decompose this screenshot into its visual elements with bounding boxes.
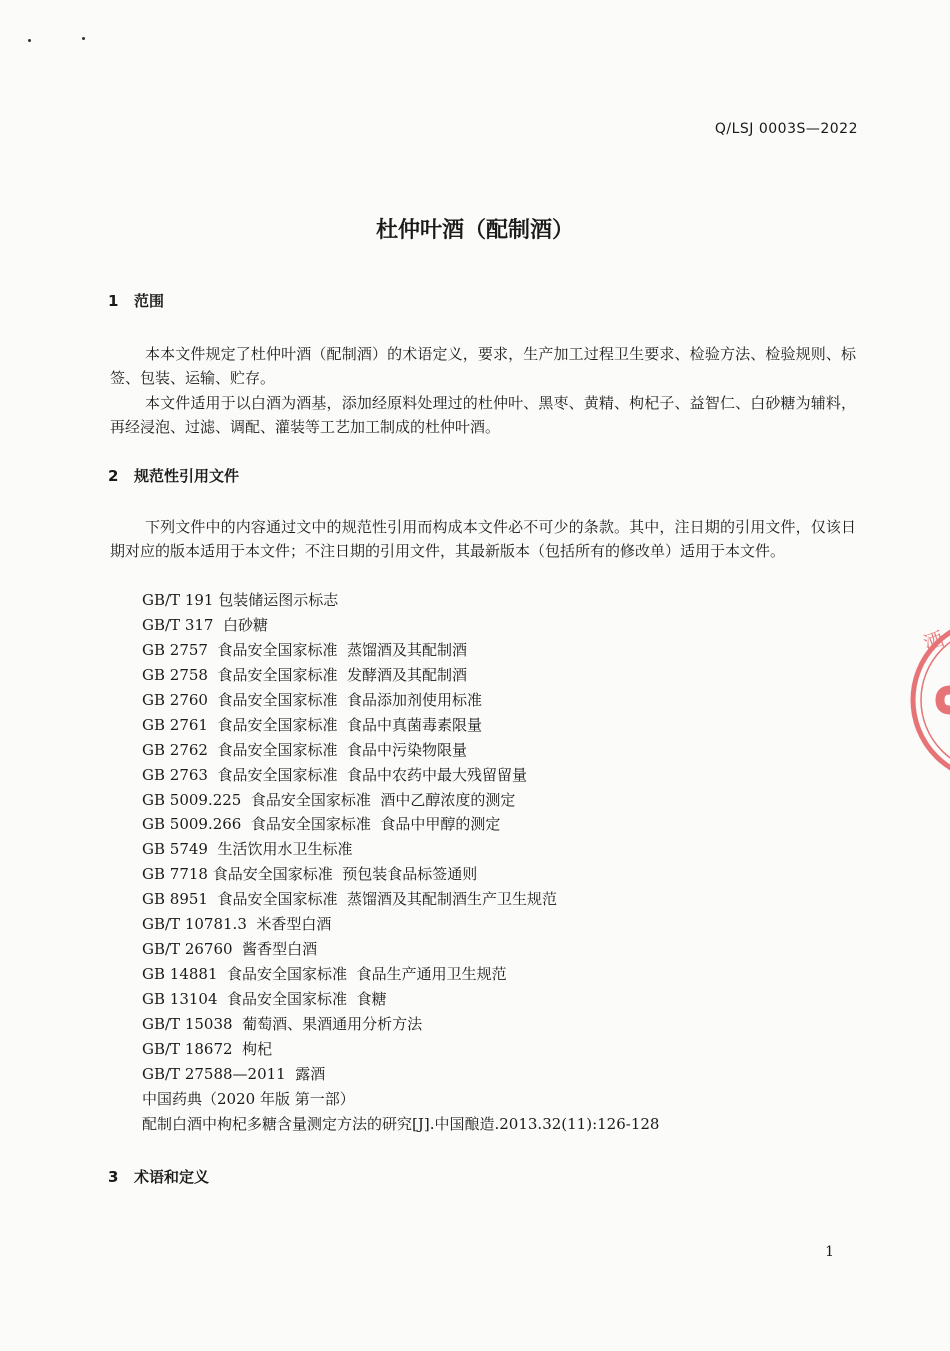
reference-item: GB 2761 食品安全国家标准 食品中真菌毒素限量: [142, 715, 483, 734]
reference-item: GB 2758 食品安全国家标准 发酵酒及其配制酒: [142, 665, 468, 684]
document-code: Q/LSJ 0003S—2022: [714, 121, 858, 137]
reference-list: [142, 588, 659, 1137]
seal-emblem: [940, 690, 950, 730]
reference-item: GB/T 317 白砂糖: [142, 615, 268, 634]
reference-item: GB 2762 食品安全国家标准 食品中污染物限量: [142, 740, 468, 759]
reference-item: GB/T 191 包装储运图示标志: [142, 591, 339, 609]
section-number: 2: [108, 467, 119, 485]
reference-item: GB 5009.266 食品安全国家标准 食品中甲醇的测定: [142, 815, 501, 834]
reference-item: GB 5749 生活饮用水卫生标准: [142, 840, 353, 859]
reference-item: GB/T 15038 葡萄酒、果酒通用分析方法: [142, 1014, 423, 1033]
reference-item: GB 5009.225 食品安全国家标准 酒中乙醇浓度的测定: [142, 790, 516, 809]
references-intro-paragraph: 下列文件中的内容通过文中的规范性引用而构成本文件必不可少的条款。其中，注日期的引用文件，仅该日期对应的版本适用于本文件；不注日期的引用文件，其最新版本（包括所有的修改单）适用于本文件。: [110, 518, 856, 560]
scan-speck: [82, 37, 85, 40]
page-number: 1: [825, 1244, 834, 1260]
reference-item: GB/T 27588—2011 露酒: [142, 1064, 326, 1083]
section-heading-scope: [108, 290, 164, 311]
reference-item: GB 2757 食品安全国家标准 蒸馏酒及其配制酒: [142, 640, 468, 659]
reference-item: GB 2760 食品安全国家标准 食品添加剂使用标准: [142, 690, 483, 709]
section-number: 3: [108, 1168, 119, 1186]
reference-item: GB 8951 食品安全国家标准 蒸馏酒及其配制酒生产卫生规范: [142, 890, 558, 909]
reference-item: GB 7718 食品安全国家标准 预包装食品标签通则: [142, 865, 478, 884]
section-title: 范围: [134, 292, 165, 310]
document-title: 杜仲叶酒（配制酒）: [375, 218, 574, 243]
section-title: 规范性引用文件: [134, 467, 240, 485]
reference-item: GB 14881 食品安全国家标准 食品生产通用卫生规范: [142, 965, 507, 984]
section-title: 术语和定义: [134, 1168, 210, 1186]
reference-item: GB/T 18672 枸杞: [142, 1039, 273, 1058]
company-seal-stamp: [905, 600, 950, 800]
reference-item: GB/T 26760 酱香型白酒: [142, 940, 318, 959]
seal-text: 酒: [920, 626, 948, 656]
reference-item: 中国药典（2020 年版 第一部）: [142, 1089, 355, 1108]
reference-item: GB 2763 食品安全国家标准 食品中农药中最大残留留量: [142, 765, 528, 784]
scope-paragraph-2: 本文件适用于以白酒为酒基，添加经原料处理过的杜仲叶、黑枣、黄精、枸杞子、益智仁、白砂糖为辅料，再经浸泡、过滤、调配、灌装等工艺加工制成的杜仲叶酒。: [110, 394, 856, 436]
section-number: 1: [108, 292, 119, 310]
scope-paragraph-1: 本本文件规定了杜仲叶酒（配制酒）的术语定义，要求，生产加工过程卫生要求、检验方法、检验规则、标签、包装、运输、贮存。: [110, 345, 856, 387]
reference-item: GB/T 10781.3 米香型白酒: [142, 915, 332, 934]
section-heading-normative-references: [108, 465, 239, 486]
reference-item: GB 13104 食品安全国家标准 食糖: [142, 990, 387, 1008]
reference-item: 配制白酒中枸杞多糖含量测定方法的研究[J].中国酿造.2013.32(11):126-128: [142, 1114, 660, 1133]
section-heading-terms-definitions: [108, 1166, 209, 1187]
scan-speck: [28, 39, 31, 42]
